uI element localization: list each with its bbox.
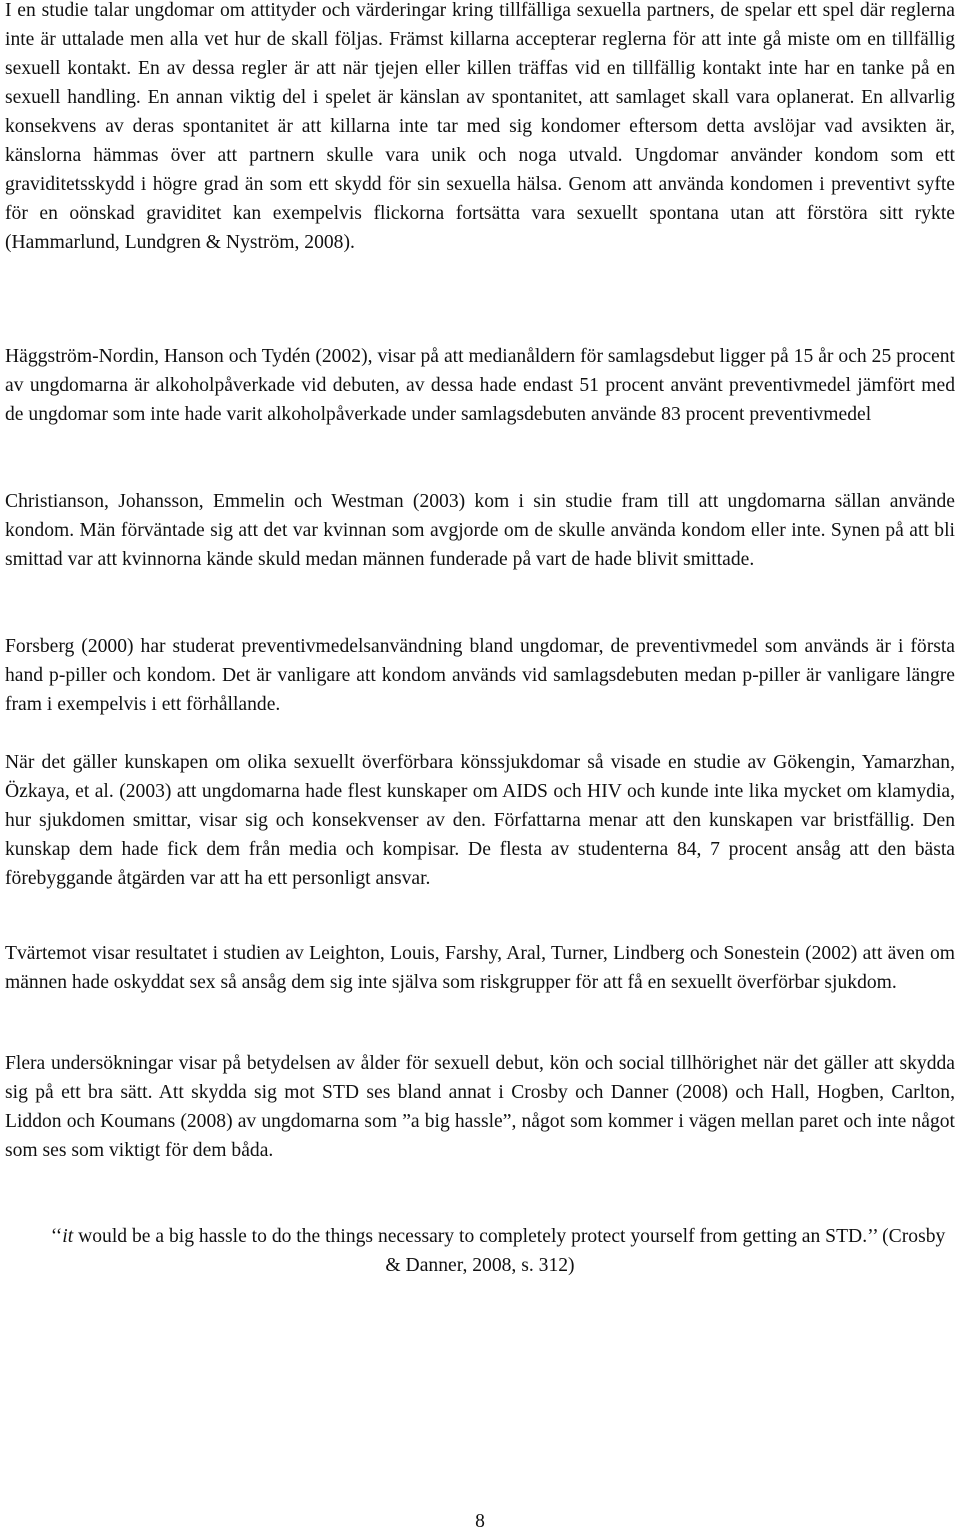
paragraph-1: I en studie talar ungdomar om attityder och värderingar kring tillfälliga sexuella partners, de spelar ett spel där reglerna inte är uttalade men alla vet hur de skall följas. Främst killarna accepterar reglerna för att inte gå miste om en tillfällig sexuell kontakt. En av dessa regler är att när tjejen eller killen träffas vid en tillfällig kontakt inte har en tanke på en sexuell handling. En annan viktig del i spelet är känslan av spontanitet, att samlaget skall vara oplanerat. En allvarlig konsekvens av deras spontanitet är att killarna inte tar med sig kondomer eftersom detta avslöjar vad avsikten är, känslorna hämmas över att partnern skulle vara unik och noga utvald. Ungdomar använder kondom som ett graviditetsskydd i högre grad än som ett skydd för sin sexuella hälsa. Genom att använda kondomen i preventivt syfte för en oönskad graviditet kan exempelvis flickorna fortsätta vara sexuellt spontana utan att förstöra sitt rykte (Hammarlund, Lundgren & Nyström, 2008). — [5, 0, 955, 253]
paragraph-5: När det gäller kunskapen om olika sexuellt överförbara könssjukdomar så visade en studie av Gökengin, Yamarzhan, Özkaya, et al. (2003) att ungdomarna hade flest kunskaper om AIDS och HIV och kunde inte lika mycket om klamydia, hur sjukdomen smittar, visar sig och konsekvenser av den. Författarna menar att den kunskapen var bristfällig. Den kunskap dem hade fick dem från media och kompisar. De flesta av studenterna 84, 7 procent ansåg att den bästa förebyggande åtgärden var att ha ett personligt ansvar. — [5, 752, 955, 889]
paragraph-7: Flera undersökningar visar på betydelsen av ålder för sexuell debut, kön och social tillhörighet när det gäller att skydda sig på ett bra sätt. Att skydda sig mot STD ses bland annat i Crosby och Danner (2008) och Hall, Hogben, Carlton, Liddon och Koumans (2008) av ungdomarna som ”a big hassle”, något som kommer i vägen mellan paret och inte något som ses som viktigt för dem båda. — [5, 1053, 955, 1161]
paragraph-3: Christianson, Johansson, Emmelin och Westman (2003) kom i sin studie fram till att ungdomarna sällan använde kondom. Män förväntade sig att det var kvinnan som avgjorde om de skulle använda kondom eller inte. Synen på att bli smittad var att kvinnorna kände skuld medan männen funderade på vart de hade blivit smittade. — [5, 491, 955, 570]
quote-italic-word: it — [62, 1226, 74, 1247]
quote-open-mark: ‘‘ — [50, 1226, 63, 1247]
quote-close-mark: ’’ — [867, 1226, 878, 1247]
paragraph-6: Tvärtemot visar resultatet i studien av Leighton, Louis, Farshy, Aral, Turner, Lindberg och Sonestein (2002) att även om männen hade oskyddat sex så ansåg dem sig inte själva som riskgrupper för att få en sexuellt överförbar sjukdom. — [5, 943, 955, 993]
quote-citation: (Crosby & Danner, 2008, s. 312) — [385, 1226, 946, 1276]
paragraph-2: Häggström-Nordin, Hanson och Tydén (2002), visar på att medianåldern för samlagsdebut ligger på 15 år och 25 procent av ungdomarna är alkoholpåverkade vid debuten, av dessa hade endast 51 procent använt preventivmedel jämfört med de ungdomar som inte hade varit alkoholpåverkade under samlagsdebuten använde 83 procent preventivmedel — [5, 346, 955, 425]
block-quote — [5, 1222, 955, 1280]
paragraph-4: Forsberg (2000) har studerat preventivmedelsanvändning bland ungdomar, de preventivmedel som används är i första hand p-piller och kondom. Det är vanligare att kondom används vid samlagsdebuten medan p-piller är vanligare längre fram i exempelvis i ett förhållande. — [5, 636, 955, 715]
quote-text: would be a big hassle to do the things necessary to completely protect yourself from getting an STD. — [73, 1226, 868, 1247]
page-number: 8 — [475, 1511, 485, 1532]
